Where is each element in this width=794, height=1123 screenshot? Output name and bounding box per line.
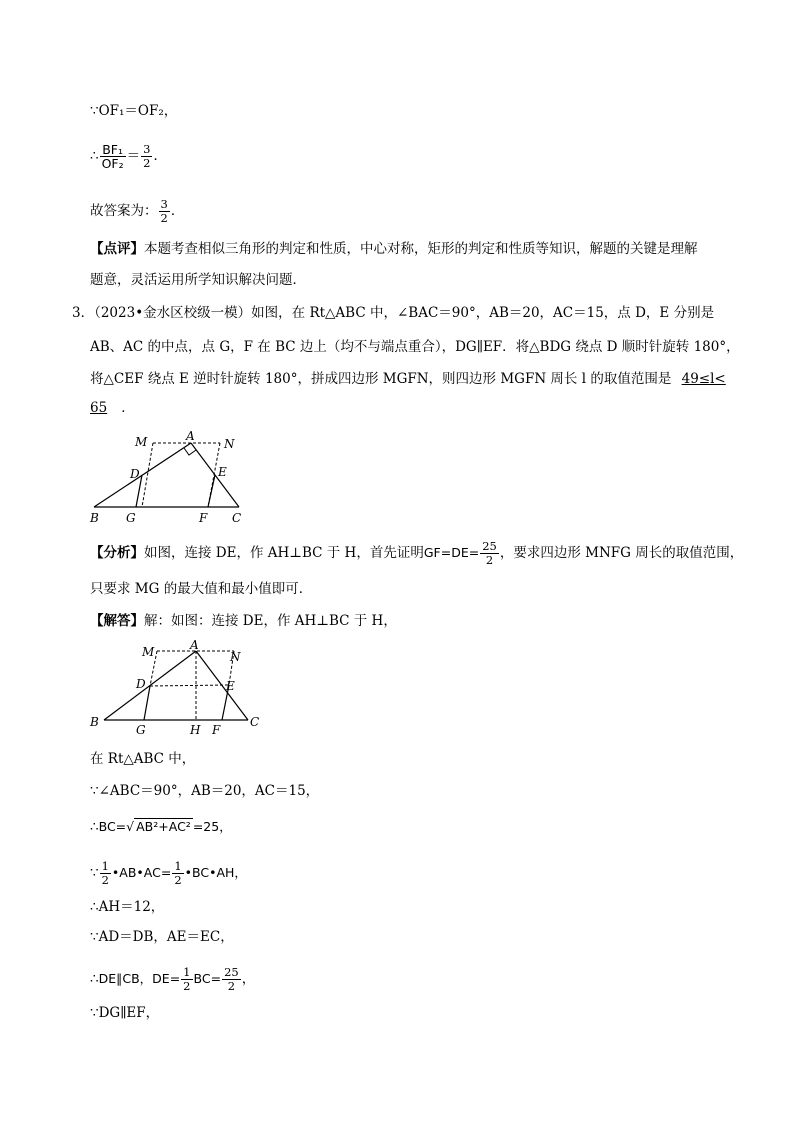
solution-tag: 【解答】 — [90, 613, 144, 629]
solution-line-6: ∴AH＝12， — [90, 899, 165, 915]
fraction-half-2 — [172, 860, 183, 887]
therefore-symbol: ∴ — [90, 148, 99, 164]
period: ． — [170, 203, 185, 219]
solution-line-1 — [90, 612, 397, 630]
label-d: D — [136, 677, 146, 691]
fraction-half-1 — [100, 860, 111, 887]
line-3 — [90, 198, 184, 225]
sqrt-sign: √ — [126, 819, 135, 834]
fraction-bf1-of2 — [100, 143, 126, 170]
solution-line-2: 在 Rt△ABC 中， — [90, 751, 196, 767]
label-g: G — [126, 511, 136, 525]
analysis-line-1 — [90, 540, 743, 567]
label-g: G — [136, 723, 146, 737]
analysis-text-2: ，要求四边形 MNFG 周长的取值范围， — [499, 545, 744, 561]
equals: ＝ — [126, 148, 141, 164]
fraction-half-3 — [181, 966, 192, 993]
label-f: F — [212, 723, 221, 737]
area-expression-1: •AB•AC= — [111, 865, 172, 880]
question-3-line-2: AB、AC 的中点，点 G，F 在 BC 边上（均不与端点重合），DG∥EF．将△BDG 绕点 D 顺时针旋转 180°， — [90, 339, 740, 355]
numerator: 1 — [174, 859, 182, 873]
fraction-3-2 — [141, 143, 152, 170]
numerator: 25 — [224, 965, 239, 979]
label-m: M — [142, 645, 155, 659]
label-d: D — [130, 467, 140, 481]
denominator: OF₂ — [101, 156, 124, 171]
label-m: M — [135, 435, 148, 449]
period: ． — [153, 148, 167, 164]
solution-line-5 — [90, 860, 247, 887]
label-n: N — [224, 437, 235, 451]
question-text: 将△CEF 绕点 E 逆时针旋转 180°，拼成四边形 MGFN，则四边形 MGFN 周长 l 的取值范围是 — [90, 371, 672, 387]
answer-part-1: 49≤l< — [681, 371, 726, 387]
numerator: 1 — [183, 965, 191, 979]
because-symbol: ∵ — [90, 865, 99, 881]
answer-part-2: 65 — [90, 400, 108, 416]
therefore-symbol: ∴ — [90, 971, 99, 987]
solution-line-9: ∵DG∥EF， — [90, 1005, 160, 1021]
question-3-line-4 — [90, 399, 135, 417]
denominator: 2 — [160, 211, 168, 225]
solution-line-8 — [90, 966, 255, 993]
solution-line-4 — [90, 818, 232, 836]
comma: ， — [241, 971, 256, 987]
numerator: 3 — [160, 197, 168, 211]
answer-prefix: 故答案为： — [90, 203, 158, 219]
question-3-line-1: 3．（2023•金水区校级一模）如图，在 Rt△ABC 中，∠BAC＝90°，AB＝20，AC＝15，点 D，E 分别是 — [72, 305, 715, 321]
denominator: 2 — [227, 979, 236, 993]
denominator: 2 — [183, 979, 191, 993]
label-c: C — [232, 511, 242, 525]
denominator: 2 — [174, 873, 182, 887]
bc-label: BC= — [98, 819, 127, 834]
figure-1 — [80, 428, 260, 528]
comment-text: 本题考查相似三角形的判定和性质，中心对称，矩形的判定和性质等知识，解题的关键是理解 — [144, 241, 698, 257]
label-f: F — [199, 511, 208, 525]
bc-result: =25， — [192, 819, 232, 834]
line-2 — [90, 143, 167, 170]
fraction-25-2 — [480, 540, 499, 567]
label-b: B — [90, 511, 99, 525]
comment-line-2: 题意，灵活运用所学知识解决问题． — [90, 272, 306, 288]
therefore-symbol: ∴ — [90, 819, 99, 835]
label-e: E — [226, 679, 235, 693]
analysis-tag: 【分析】 — [90, 545, 144, 561]
comment-line-1 — [90, 240, 698, 258]
line-1: ∵OF₁＝OF₂， — [90, 103, 178, 119]
solution-line-3: ∵∠ABC＝90°，AB＝20，AC＝15， — [90, 783, 320, 799]
de-parallel-expression: DE∥CB，DE= — [98, 971, 181, 986]
label-c: C — [250, 715, 260, 729]
numerator: BF₁ — [100, 143, 126, 157]
analysis-line-2: 只要求 MG 的最大值和最小值即可． — [90, 581, 313, 597]
label-e: E — [218, 465, 227, 479]
fraction-25-2-b — [222, 966, 241, 993]
label-b: B — [90, 715, 99, 729]
numerator: 1 — [101, 859, 109, 873]
solution-line-7: ∵AD＝DB，AE＝EC， — [90, 929, 234, 945]
figure-2 — [84, 640, 274, 740]
denominator: 2 — [143, 156, 151, 170]
comment-tag: 【点评】 — [90, 241, 144, 257]
analysis-text: 如图，连接 DE，作 AH⊥BC 于 H，首先证明 — [144, 545, 424, 561]
label-a: A — [190, 640, 199, 652]
question-3-line-3 — [90, 370, 726, 388]
bc-expression: BC= — [193, 971, 222, 986]
label-n: N — [230, 650, 241, 664]
denominator: 2 — [101, 873, 109, 887]
numerator: 25 — [482, 539, 497, 553]
fraction-answer — [159, 198, 170, 225]
area-expression-2: •BC•AH， — [184, 865, 247, 880]
period: ． — [121, 400, 135, 416]
analysis-equation: GF=DE= — [423, 545, 480, 560]
denominator: 2 — [485, 553, 494, 567]
label-a: A — [186, 429, 195, 443]
sqrt-radicand: AB²+AC² — [136, 819, 191, 834]
label-h: H — [190, 723, 201, 737]
numerator: 3 — [143, 142, 151, 156]
solution-text: 解：如图：连接 DE，作 AH⊥BC 于 H， — [144, 613, 397, 629]
